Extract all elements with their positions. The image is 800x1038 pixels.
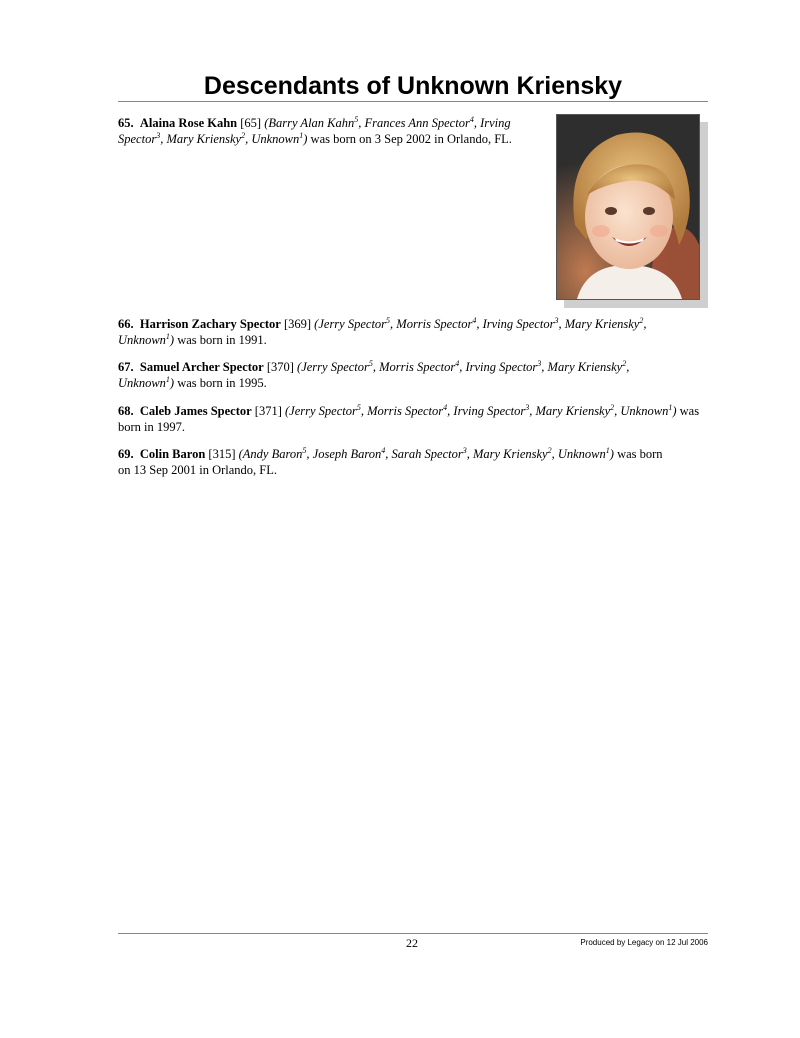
child-portrait-photo [556, 114, 700, 300]
entry-number: 65. [118, 116, 134, 130]
person-name: Harrison Zachary Spector [139, 317, 281, 331]
person-id: [315] [208, 447, 236, 461]
person-id: [369] [283, 317, 312, 331]
person-name: Colin Baron [139, 447, 206, 461]
entry-text: was born in 1997. [118, 404, 700, 434]
descendant-entry [118, 116, 538, 147]
ancestry-line: (Andy Baron$^5$, Joseph Baron$^4$, Sarah Spector$^3$, Mary Kriensky$^2$, Unknown$^1$) [238, 445, 614, 461]
ancestry-line: (Jerry Spector$^5$, Morris Spector$^4$, Irving Spector$^3$, Mary Kriensky$^2$, Unknown$^1$) [118, 358, 630, 390]
page-title: Descendants of Unknown Kriensky [203, 72, 623, 100]
footer-divider [118, 933, 708, 934]
person-name: Samuel Archer Spector [139, 360, 264, 374]
title-divider [118, 101, 708, 102]
person-name: Caleb James Spector [139, 404, 252, 418]
entry-text: was born on 3 Sep 2002 in Orlando, FL. [307, 131, 512, 146]
entry-text: was born on 13 Sep 2001 in Orlando, FL. [118, 447, 663, 477]
entry-number: 66. [118, 317, 134, 331]
entry-number: 69. [118, 447, 134, 461]
ancestry-line: (Jerry Spector$^5$, Morris Spector$^4$, Irving Spector$^3$, Mary Kriensky$^2$, Unknown$^1$) [118, 315, 647, 347]
person-name: Alaina Rose Kahn [139, 116, 238, 130]
entry-number: 67. [118, 360, 134, 374]
entry-text: was born in 1991. [174, 332, 267, 347]
descendant-entry [118, 360, 678, 391]
entry-text: was born in 1995. [174, 375, 267, 390]
ancestry-line: (Jerry Spector$^5$, Morris Spector$^4$, Irving Spector$^3$, Mary Kriensky$^2$, Unknown$^1$) [285, 402, 677, 418]
produced-by-note: Produced by Legacy on 12 Jul 2006 [580, 938, 708, 947]
descendant-entry [118, 317, 678, 348]
person-id: [371] [254, 404, 282, 418]
person-id: [370] [266, 360, 294, 374]
page-number: 22 [406, 936, 418, 950]
entry-number: 68. [118, 404, 134, 418]
descendant-entry [118, 404, 708, 435]
descendant-entry [118, 447, 678, 478]
ancestry-line: (Barry Alan Kahn$^5$, Frances Ann Spector$^4$, Irving Spector$^3$, Mary Kriensky$^2$, Unknown$^1$) [118, 114, 511, 146]
person-id: [65] [240, 116, 262, 130]
